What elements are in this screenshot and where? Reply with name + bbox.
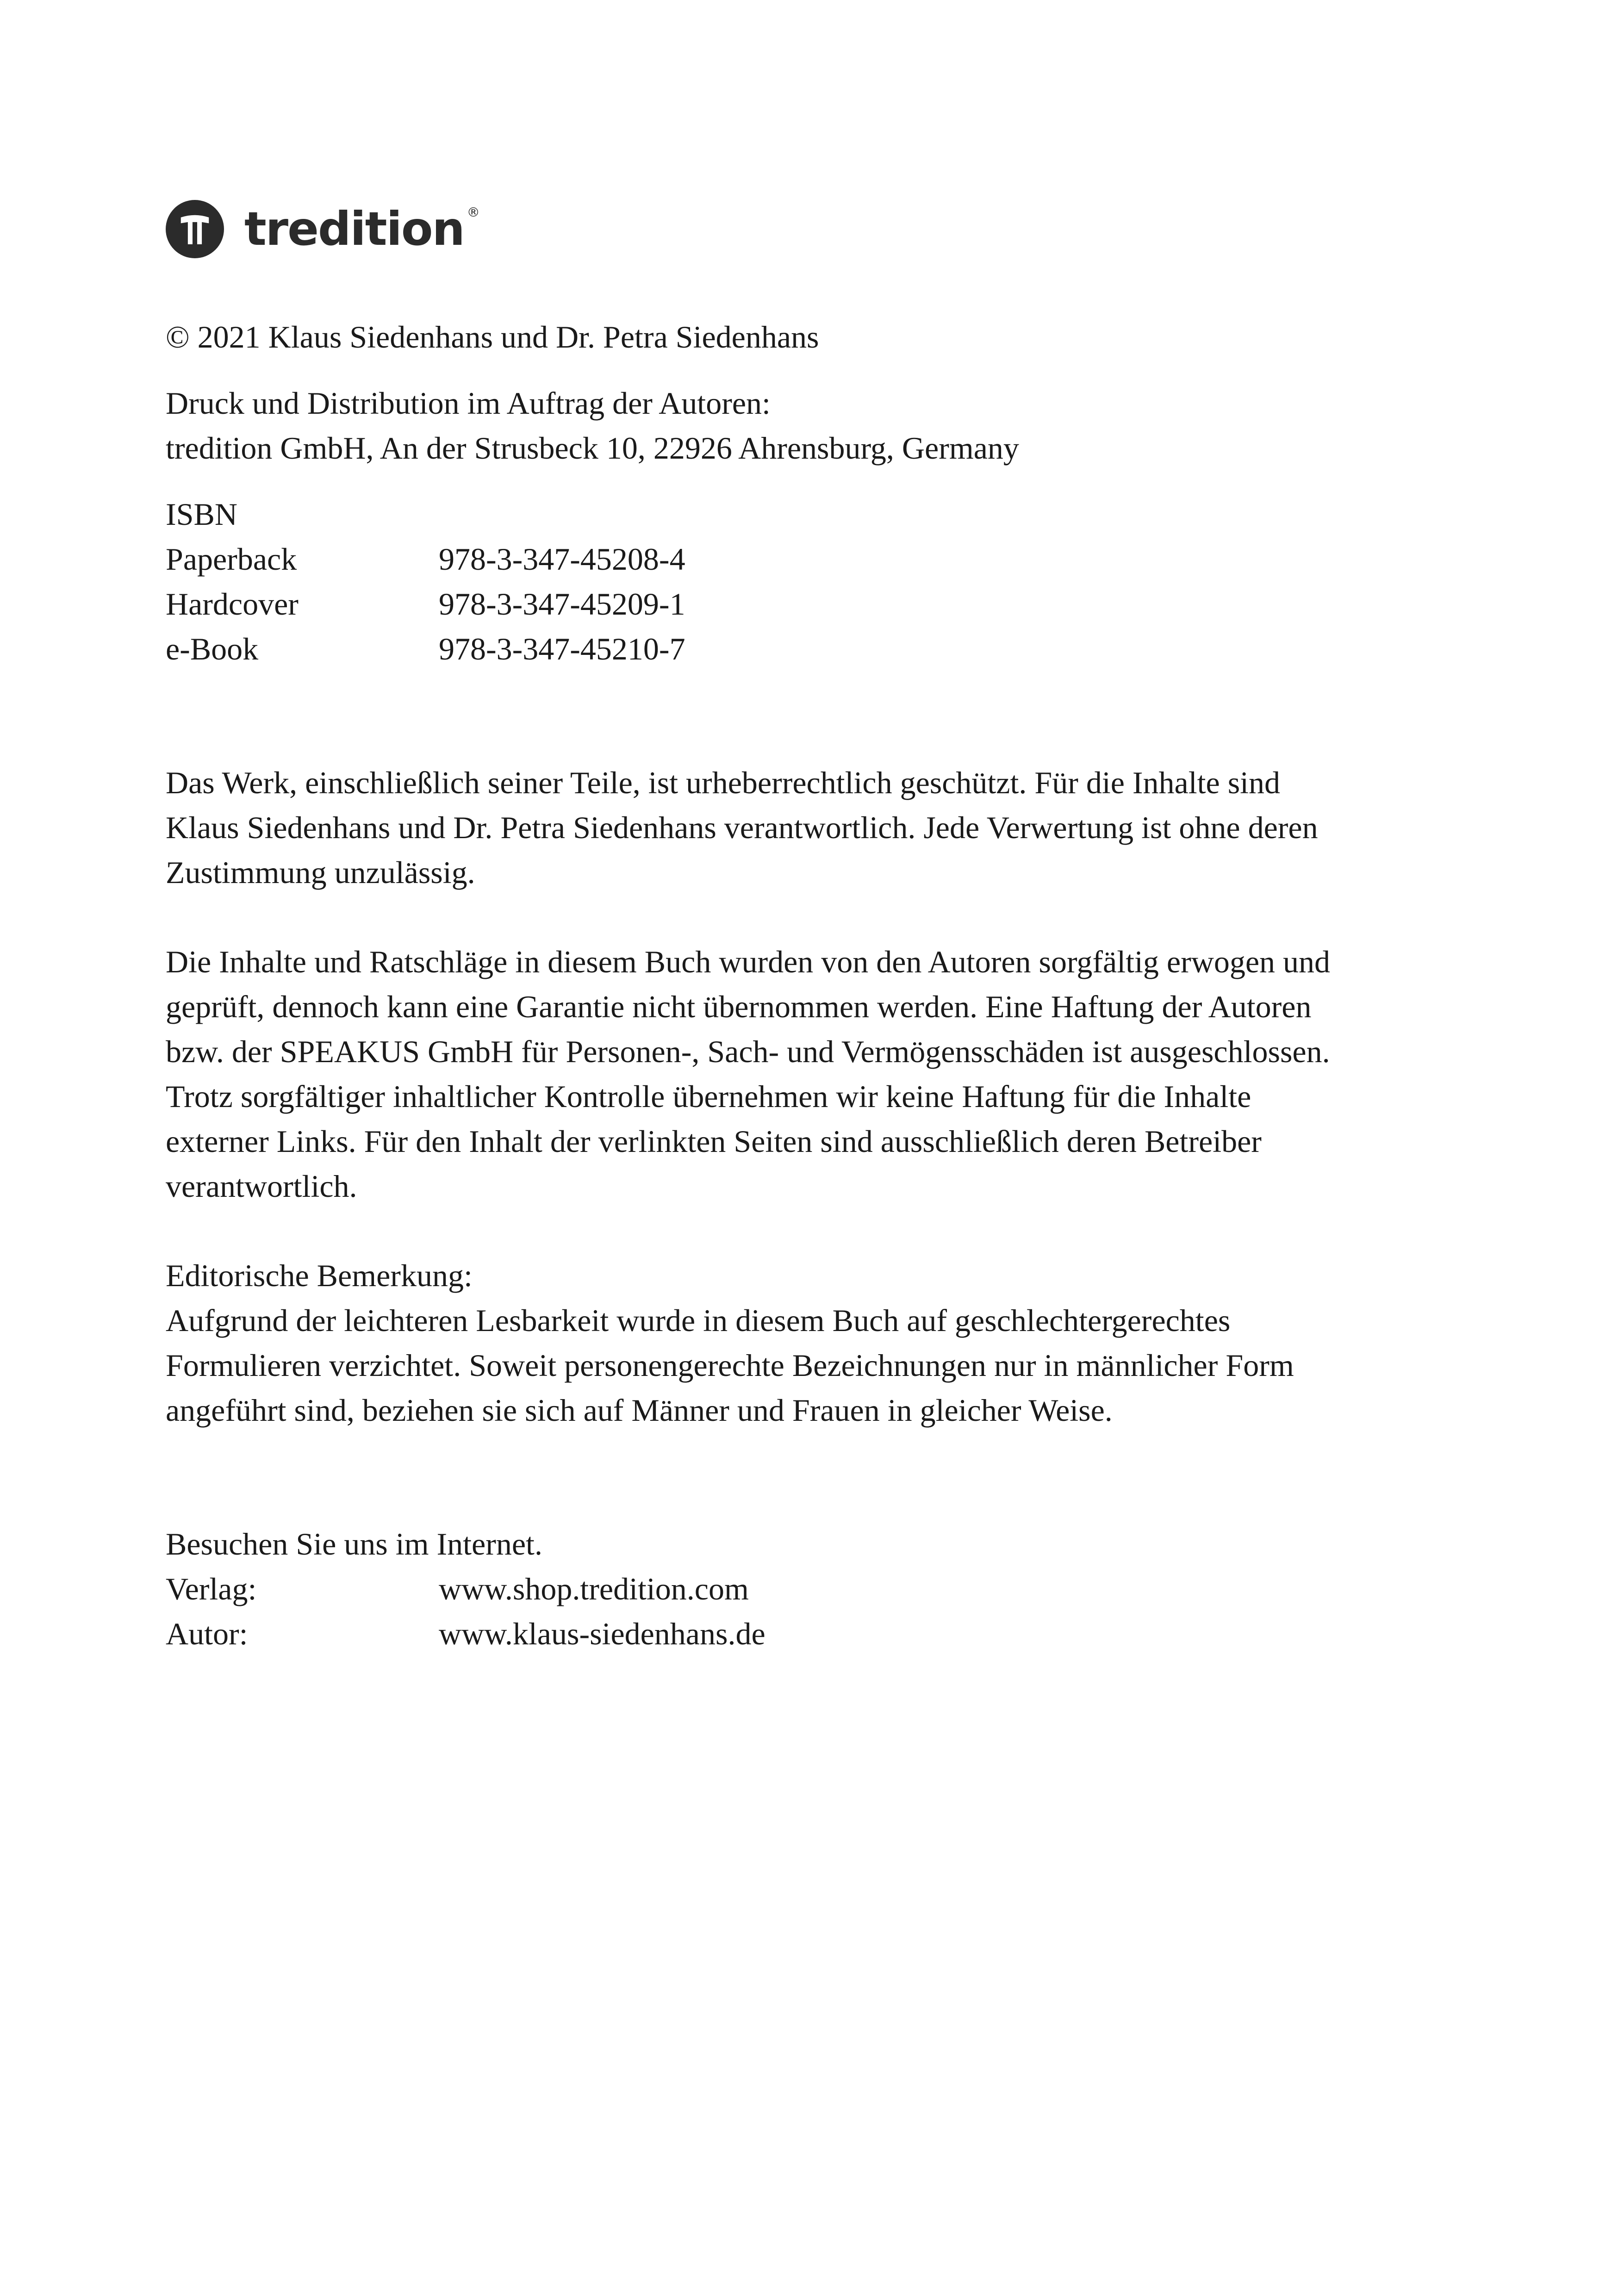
rights-line-1: Das Werk, einschließlich seiner Teile, ist urheberrechtlich geschützt. Für die Inhalte sind [166, 765, 1281, 800]
disclaimer-line-6: verantwortlich. [166, 1169, 357, 1204]
tredition-logo-icon [166, 200, 224, 258]
imprint-text [166, 315, 1452, 1656]
distribution-line-1: Druck und Distribution im Auftrag der Autoren: [166, 386, 771, 421]
editorial-line-3: angeführt sind, beziehen sie sich auf Männer und Frauen in gleicher Weise. [166, 1393, 1113, 1428]
disclaimer-line-3: bzw. der SPEAKUS GmbH für Personen-, Sach- und Vermögensschäden ist ausgeschlossen. [166, 1034, 1330, 1069]
rights-line-2: Klaus Siedenhans und Dr. Petra Siedenhans verantwortlich. Jede Verwertung ist ohne deren [166, 810, 1318, 845]
isbn-value: 978-3-347-45210-7 [439, 631, 685, 666]
logo-wordmark: tredition [244, 202, 464, 256]
isbn-value: 978-3-347-45208-4 [439, 541, 685, 577]
isbn-row-hardcover [166, 582, 1452, 627]
editorial-line-2: Formulieren verzichtet. Soweit personengerechte Bezeichnungen nur in männlicher Form [166, 1348, 1294, 1383]
author-url: www.klaus-siedenhans.de [439, 1616, 765, 1651]
editorial-heading: Editorische Bemerkung: [166, 1258, 473, 1293]
isbn-row-ebook [166, 627, 1452, 672]
disclaimer-line-5: externer Links. Für den Inhalt der verlinkten Seiten sind ausschließlich deren Betreiber [166, 1124, 1262, 1159]
distribution-line-2: tredition GmbH, An der Strusbeck 10, 22926 Ahrensburg, Germany [166, 430, 1019, 466]
disclaimer-line-2: geprüft, dennoch kann eine Garantie nicht übernommen werden. Eine Haftung der Autoren [166, 989, 1312, 1024]
tredition-logo [166, 194, 480, 264]
internet-label: Verlag: [166, 1571, 257, 1606]
internet-label: Autor: [166, 1616, 248, 1651]
rights-line-3: Zustimmung unzulässig. [166, 855, 475, 890]
internet-row-author [166, 1612, 1452, 1656]
copyright-line: © 2021 Klaus Siedenhans und Dr. Petra Siedenhans [166, 319, 819, 355]
isbn-label: Hardcover [166, 586, 299, 622]
disclaimer-line-4: Trotz sorgfältiger inhaltlicher Kontrolle übernehmen wir keine Haftung für die Inhalte [166, 1079, 1251, 1114]
internet-row-publisher [166, 1567, 1452, 1612]
isbn-row-paperback [166, 537, 1452, 582]
editorial-line-1: Aufgrund der leichteren Lesbarkeit wurde in diesem Buch auf geschlechtergerechtes [166, 1303, 1231, 1338]
isbn-value: 978-3-347-45209-1 [439, 586, 685, 622]
internet-heading: Besuchen Sie uns im Internet. [166, 1526, 542, 1562]
isbn-heading: ISBN [166, 497, 237, 532]
disclaimer-line-1: Die Inhalte und Ratschläge in diesem Buch wurden von den Autoren sorgfältig erwogen und [166, 944, 1331, 979]
isbn-label: e-Book [166, 631, 259, 666]
publisher-url: www.shop.tredition.com [439, 1571, 749, 1606]
isbn-label: Paperback [166, 541, 297, 577]
registered-mark: ® [467, 205, 480, 220]
